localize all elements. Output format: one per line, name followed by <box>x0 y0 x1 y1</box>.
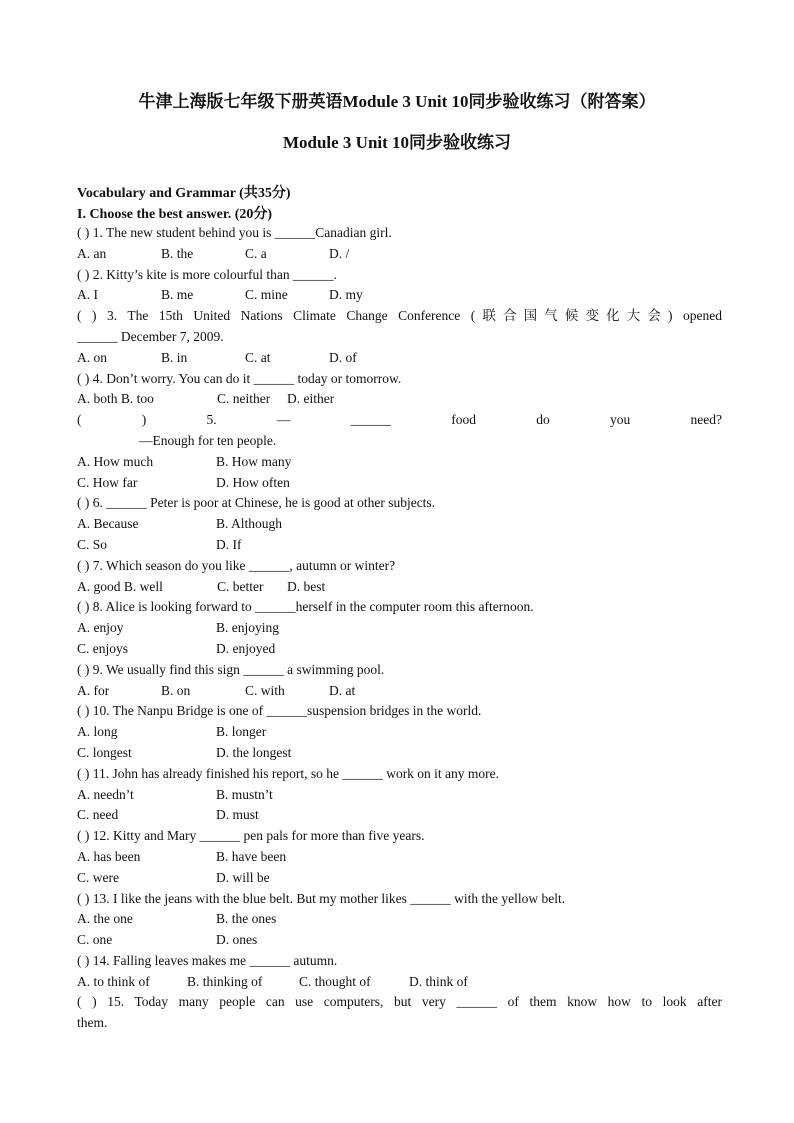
option-row <box>77 930 722 951</box>
option-row <box>77 909 722 930</box>
answer-option[interactable]: D. If <box>216 536 242 552</box>
question-item <box>77 410 722 493</box>
question-item <box>77 597 722 659</box>
question-item <box>77 951 722 993</box>
question-item <box>77 992 722 1034</box>
question-continuation: them. <box>77 1015 108 1031</box>
question-stem: ( ) 5. — ______ food do you need? <box>77 412 722 428</box>
answer-option[interactable]: C. at <box>245 349 271 365</box>
option-row <box>77 285 722 306</box>
question-stem: ( ) 8. Alice is looking forward to ______herself in the computer room this afternoon. <box>77 599 534 615</box>
option-row <box>77 389 722 410</box>
answer-option[interactable]: D. at <box>329 682 356 698</box>
section-heading-vocabulary: Vocabulary and Grammar (共35分) <box>77 186 291 201</box>
answer-option[interactable]: B. me <box>161 287 194 303</box>
answer-option[interactable]: A. has been <box>77 848 141 864</box>
answer-option[interactable]: A. I <box>77 287 98 303</box>
answer-option[interactable]: B. Although <box>216 516 283 532</box>
option-row <box>77 618 722 639</box>
option-row <box>77 514 722 535</box>
question-stem: ( ) 15. Today many people can use computers, but very ______ of them know how to look after <box>77 994 722 1010</box>
question-item <box>77 764 722 826</box>
question-stem: ( ) 1. The new student behind you is ______Canadian girl. <box>77 225 392 240</box>
option-row <box>77 244 722 265</box>
question-stem: ( ) 6. ______ Peter is poor at Chinese, he is good at other subjects. <box>77 495 436 511</box>
answer-option[interactable]: D. of <box>329 349 357 365</box>
question-item <box>77 265 722 307</box>
option-row <box>77 805 722 826</box>
option-row <box>77 785 722 806</box>
question-list <box>77 223 722 1034</box>
answer-option[interactable]: C. How far <box>77 474 138 490</box>
answer-option[interactable]: D. either <box>287 391 335 407</box>
answer-option[interactable]: A. for <box>77 682 110 698</box>
option-row <box>77 722 722 743</box>
question-stem: ( ) 3. The 15th United Nations Climate Change Conference (联合国气候变化大会) opened <box>77 308 722 324</box>
question-stem: ( ) 11. John has already finished his report, so he ______ work on it any more. <box>77 765 500 781</box>
option-row <box>77 348 722 369</box>
answer-option[interactable]: D. my <box>329 287 363 303</box>
answer-option[interactable]: C. one <box>77 932 113 948</box>
answer-option[interactable]: B. mustn’t <box>216 786 273 802</box>
question-item <box>77 369 722 411</box>
answer-option[interactable]: D. enjoyed <box>216 640 276 656</box>
answer-option[interactable]: B. enjoying <box>216 620 279 636</box>
answer-option[interactable]: A. on <box>77 349 107 365</box>
question-item <box>77 223 722 265</box>
answer-option[interactable]: A. good B. well <box>77 578 163 594</box>
answer-option[interactable]: C. enjoys <box>77 640 129 656</box>
section-heading-part1: I. Choose the best answer. (20分) <box>77 207 273 222</box>
question-item <box>77 493 722 555</box>
answer-option[interactable]: A. to think of <box>77 973 150 989</box>
answer-option[interactable]: C. longest <box>77 744 132 760</box>
answer-option[interactable]: A. both B. too <box>77 391 154 407</box>
question-stem: ( ) 9. We usually find this sign ______ a swimming pool. <box>77 661 385 677</box>
question-item <box>77 660 722 702</box>
answer-option[interactable]: B. have been <box>216 848 287 864</box>
answer-option[interactable]: D. the longest <box>216 744 292 760</box>
answer-option[interactable]: C. So <box>77 536 108 552</box>
answer-option[interactable]: D. will be <box>216 869 270 885</box>
question-stem: ( ) 2. Kitty’s kite is more colourful than ______. <box>77 266 337 282</box>
answer-option[interactable]: B. thinking of <box>187 973 263 989</box>
answer-option[interactable]: C. thought of <box>299 973 371 989</box>
answer-option[interactable]: A. enjoy <box>77 620 124 636</box>
answer-option[interactable]: B. How many <box>216 453 292 469</box>
answer-option[interactable]: B. in <box>161 349 188 365</box>
question-stem: ( ) 14. Falling leaves makes me ______ autumn. <box>77 952 338 968</box>
question-item <box>77 306 722 368</box>
answer-option[interactable]: D. think of <box>409 973 468 989</box>
question-item <box>77 556 722 598</box>
answer-option[interactable]: A. How much <box>77 453 154 469</box>
main-title: 牛津上海版七年级下册英语Module 3 Unit 10同步验收练习（附答案） <box>138 92 656 111</box>
question-item <box>77 701 722 763</box>
answer-option[interactable]: C. with <box>245 682 285 698</box>
answer-option[interactable]: A. long <box>77 724 118 740</box>
answer-option[interactable]: A. Because <box>77 516 139 532</box>
question-continuation: ______ December 7, 2009. <box>77 328 224 344</box>
answer-option[interactable]: B. longer <box>216 724 267 740</box>
answer-option[interactable]: A. the one <box>77 911 133 927</box>
option-row <box>77 847 722 868</box>
answer-option[interactable]: C. need <box>77 807 119 823</box>
option-row <box>77 639 722 660</box>
answer-option[interactable]: A. needn’t <box>77 786 134 802</box>
option-row <box>77 577 722 598</box>
sub-title: Module 3 Unit 10同步验收练习 <box>282 133 512 152</box>
option-row <box>77 473 722 494</box>
answer-option[interactable]: D. must <box>216 807 259 823</box>
question-stem: ( ) 7. Which season do you like ______, autumn or winter? <box>77 557 396 573</box>
answer-option[interactable]: D. best <box>287 578 326 594</box>
question-item <box>77 826 722 888</box>
option-row <box>77 535 722 556</box>
answer-option[interactable]: C. neither <box>217 391 271 407</box>
option-row <box>77 452 722 473</box>
question-stem: ( ) 10. The Nanpu Bridge is one of ______suspension bridges in the world. <box>77 703 482 719</box>
answer-option[interactable]: D. How often <box>216 474 290 490</box>
question-item <box>77 889 722 951</box>
answer-option[interactable]: C. a <box>245 245 267 261</box>
option-row <box>77 972 722 993</box>
option-row <box>77 868 722 889</box>
question-stem: ( ) 4. Don’t worry. You can do it ______ today or tomorrow. <box>77 370 402 386</box>
option-row <box>77 743 722 764</box>
question-continuation: —Enough for ten people. <box>139 432 277 448</box>
answer-option[interactable]: D. ones <box>216 932 258 948</box>
question-stem: ( ) 13. I like the jeans with the blue belt. But my mother likes ______ with the yellow belt. <box>77 890 566 906</box>
answer-option[interactable]: B. the <box>161 245 194 261</box>
answer-option[interactable]: C. better <box>217 578 264 594</box>
answer-option[interactable]: B. the ones <box>216 911 277 927</box>
answer-option[interactable]: A. an <box>77 245 107 261</box>
answer-option[interactable]: B. on <box>161 682 191 698</box>
answer-option[interactable]: C. mine <box>245 287 288 303</box>
option-row <box>77 681 722 702</box>
answer-option[interactable]: D. / <box>329 245 350 261</box>
question-stem: ( ) 12. Kitty and Mary ______ pen pals for more than five years. <box>77 828 425 844</box>
answer-option[interactable]: C. were <box>77 869 119 885</box>
